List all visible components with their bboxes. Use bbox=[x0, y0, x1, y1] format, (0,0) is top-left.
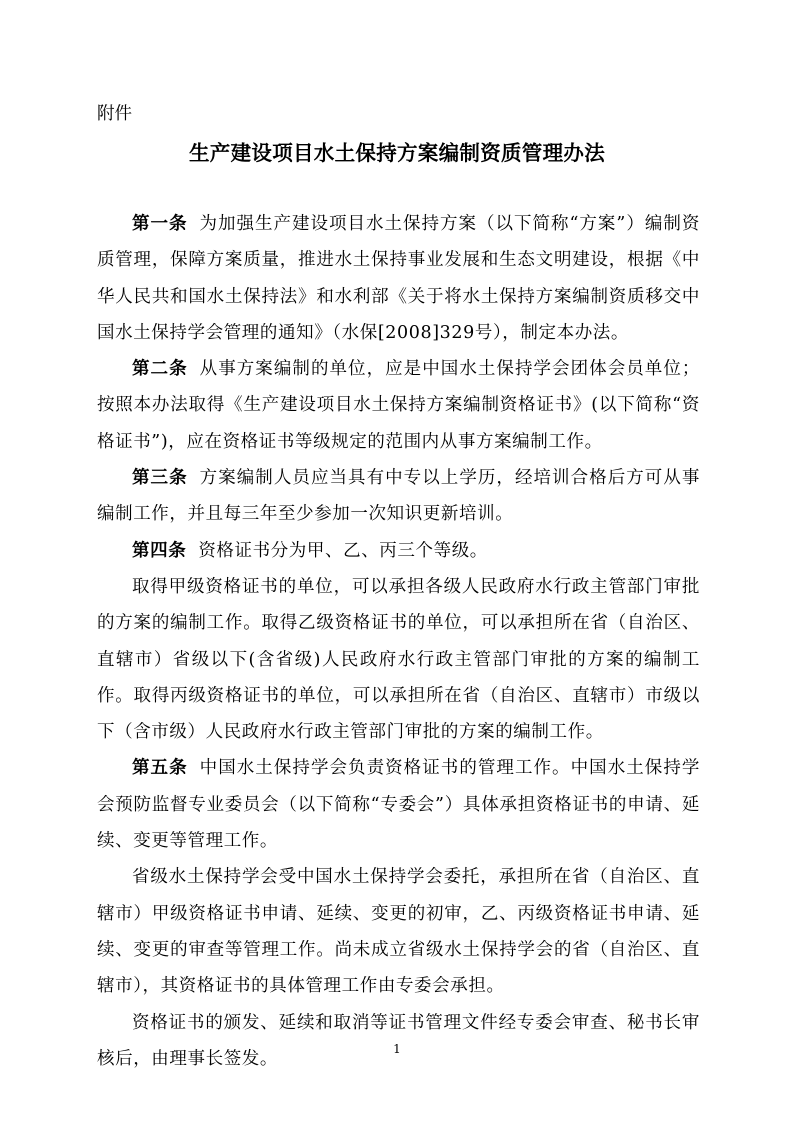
paragraph-article-2 bbox=[97, 351, 700, 460]
attachment-label: 附件 bbox=[97, 104, 132, 124]
article-number: 第三条 bbox=[132, 468, 188, 489]
article-number: 第二条 bbox=[132, 359, 188, 380]
paragraph-text: 中国水土保持学会负责资格证书的管理工作。中国水土保持学会预防监督专业委员会（以下简称“专委会”）具体承担资格证书的申请、延续、变更等管理工作。 bbox=[97, 758, 700, 852]
paragraph-text: 资格证书的颁发、延续和取消等证书管理文件经专委会审查、秘书长审核后，由理事长签发。 bbox=[97, 1012, 700, 1069]
paragraph-article-5 bbox=[97, 750, 700, 859]
paragraph-article-5-detail-1 bbox=[97, 859, 700, 1004]
paragraph-text: 省级水土保持学会受中国水土保持学会委托，承担所在省（自治区、直辖市）甲级资格证书申请、延续、变更的初审，乙、丙级资格证书申请、延续、变更的审查等管理工作。尚未成立省级水土保持学会的省（自治区、直辖市），其资格证书的具体管理工作由专委会承担。 bbox=[97, 867, 700, 997]
page-number: 1 bbox=[393, 1042, 401, 1056]
paragraph-text: 方案编制人员应当具有中专以上学历，经培训合格后方可从事编制工作，并且每三年至少参加一次知识更新培训。 bbox=[97, 468, 700, 525]
paragraph-text: 为加强生产建设项目水土保持方案（以下简称“方案”）编制资质管理，保障方案质量，推进水土保持事业发展和生态文明建设，根据《中华人民共和国水土保持法》和水利部《关于将水土保持方案编制资质移交中国水土保持学会管理的通知》（水保[2008]329号），制定本办法。 bbox=[97, 214, 700, 343]
paragraph-article-1 bbox=[97, 206, 700, 351]
paragraph-article-3 bbox=[97, 460, 700, 533]
document-title: 生产建设项目水土保持方案编制资质管理办法 bbox=[189, 141, 605, 165]
paragraph-text: 从事方案编制的单位，应是中国水土保持学会团体会员单位；按照本办法取得《生产建设项目水土保持方案编制资格证书》(以下简称“资格证书”)，应在资格证书等级规定的范围内从事方案编制工作。 bbox=[97, 359, 700, 452]
paragraph-article-4 bbox=[97, 533, 700, 569]
document-body bbox=[97, 206, 700, 1077]
article-number: 第五条 bbox=[132, 758, 188, 779]
paragraph-text: 取得甲级资格证书的单位，可以承担各级人民政府水行政主管部门审批的方案的编制工作。取得乙级资格证书的单位，可以承担所在省（自治区、直辖市）省级以下(含省级)人民政府水行政主管部门审批的方案的编制工作。取得丙级资格证书的单位，可以承担所在省（自治区、直辖市）市级以下（含市级）人民政府水行政主管部门审批的方案的编制工作。 bbox=[97, 576, 700, 743]
article-number: 第四条 bbox=[132, 540, 187, 561]
article-number: 第一条 bbox=[132, 214, 188, 234]
paragraph-article-4-detail bbox=[97, 569, 700, 750]
paragraph-text: 资格证书分为甲、乙、丙三个等级。 bbox=[198, 540, 488, 561]
